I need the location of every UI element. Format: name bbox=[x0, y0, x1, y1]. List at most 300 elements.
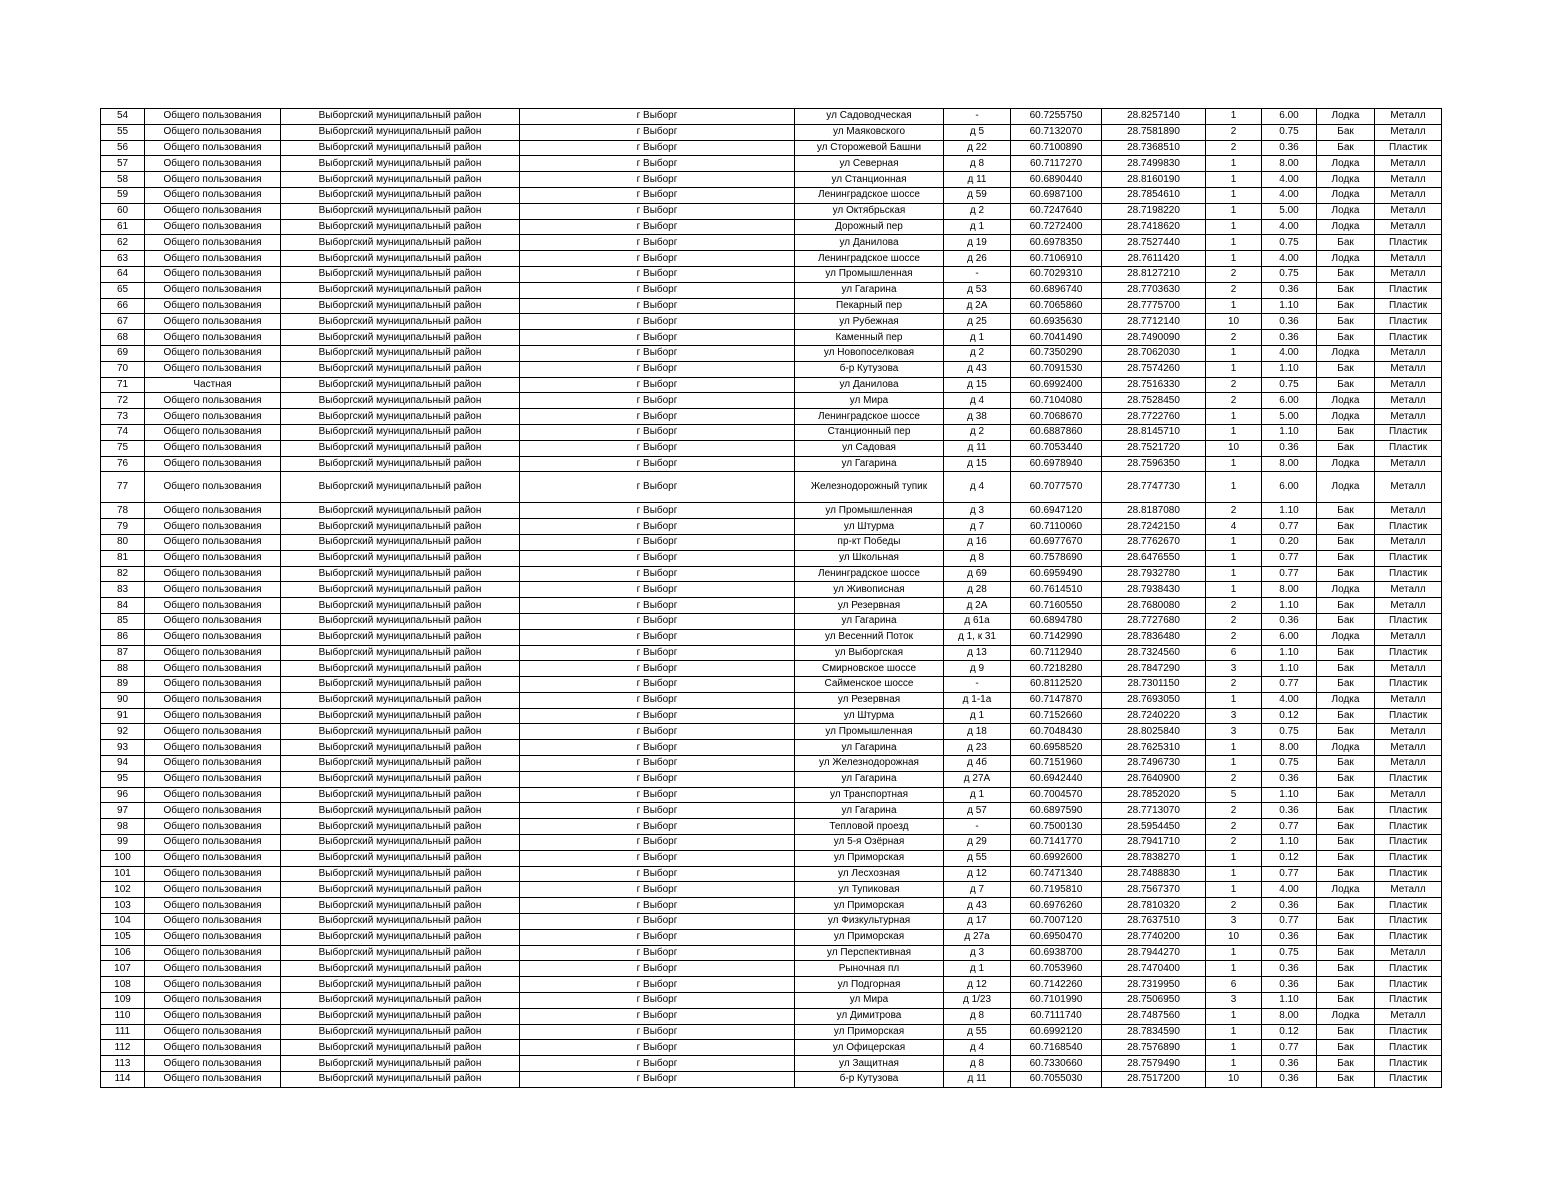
cell-material: Металл bbox=[1375, 456, 1442, 472]
cell-usage-type: Общего пользования bbox=[145, 566, 281, 582]
cell-volume: 0.77 bbox=[1262, 914, 1317, 930]
cell-latitude: 60.7471340 bbox=[1011, 866, 1102, 882]
cell-row-number: 104 bbox=[101, 914, 145, 930]
cell-district: Выборгский муниципальный район bbox=[281, 898, 520, 914]
cell-volume: 0.36 bbox=[1262, 929, 1317, 945]
cell-container-kind: Лодка bbox=[1317, 219, 1375, 235]
cell-district: Выборгский муниципальный район bbox=[281, 803, 520, 819]
cell-latitude: 60.7147870 bbox=[1011, 692, 1102, 708]
cell-street: ул Весенний Поток bbox=[795, 629, 944, 645]
cell-row-number: 107 bbox=[101, 961, 145, 977]
cell-volume: 0.75 bbox=[1262, 945, 1317, 961]
cell-row-number: 101 bbox=[101, 866, 145, 882]
cell-longitude: 28.7470400 bbox=[1102, 961, 1206, 977]
cell-volume: 0.36 bbox=[1262, 314, 1317, 330]
cell-volume: 1.10 bbox=[1262, 661, 1317, 677]
cell-house: д 16 bbox=[944, 534, 1011, 550]
cell-usage-type: Общего пользования bbox=[145, 708, 281, 724]
cell-count: 1 bbox=[1206, 109, 1262, 125]
cell-house: д 1 bbox=[944, 961, 1011, 977]
cell-house: д 19 bbox=[944, 235, 1011, 251]
cell-row-number: 74 bbox=[101, 424, 145, 440]
cell-latitude: 60.7117270 bbox=[1011, 156, 1102, 172]
cell-house: д 4 bbox=[944, 1040, 1011, 1056]
cell-district: Выборгский муниципальный район bbox=[281, 882, 520, 898]
cell-count: 2 bbox=[1206, 124, 1262, 140]
cell-material: Металл bbox=[1375, 409, 1442, 425]
cell-house: д 5 bbox=[944, 124, 1011, 140]
cell-latitude: 60.7048430 bbox=[1011, 724, 1102, 740]
cell-street: ул Димитрова bbox=[795, 1008, 944, 1024]
cell-locality: г Выборг bbox=[520, 613, 795, 629]
cell-street: ул Гагарина bbox=[795, 282, 944, 298]
table-row bbox=[101, 140, 1442, 156]
cell-container-kind: Лодка bbox=[1317, 1008, 1375, 1024]
table-row bbox=[101, 961, 1442, 977]
cell-container-kind: Лодка bbox=[1317, 629, 1375, 645]
table-row bbox=[101, 330, 1442, 346]
cell-longitude: 28.7521720 bbox=[1102, 440, 1206, 456]
cell-row-number: 96 bbox=[101, 787, 145, 803]
cell-row-number: 106 bbox=[101, 945, 145, 961]
table-row bbox=[101, 440, 1442, 456]
cell-count: 2 bbox=[1206, 377, 1262, 393]
cell-count: 1 bbox=[1206, 219, 1262, 235]
cell-latitude: 60.7041490 bbox=[1011, 330, 1102, 346]
cell-container-kind: Бак bbox=[1317, 330, 1375, 346]
cell-latitude: 60.6894780 bbox=[1011, 613, 1102, 629]
cell-district: Выборгский муниципальный район bbox=[281, 1008, 520, 1024]
cell-material: Пластик bbox=[1375, 298, 1442, 314]
cell-district: Выборгский муниципальный район bbox=[281, 266, 520, 282]
cell-count: 1 bbox=[1206, 1024, 1262, 1040]
cell-row-number: 89 bbox=[101, 677, 145, 693]
cell-container-kind: Бак bbox=[1317, 361, 1375, 377]
cell-house: д 7 bbox=[944, 882, 1011, 898]
cell-street: Ленинградское шоссе bbox=[795, 566, 944, 582]
cell-district: Выборгский муниципальный район bbox=[281, 787, 520, 803]
cell-usage-type: Общего пользования bbox=[145, 534, 281, 550]
cell-district: Выборгский муниципальный район bbox=[281, 140, 520, 156]
cell-container-kind: Лодка bbox=[1317, 456, 1375, 472]
cell-house: д 22 bbox=[944, 140, 1011, 156]
cell-house: - bbox=[944, 819, 1011, 835]
table-row bbox=[101, 550, 1442, 566]
cell-count: 2 bbox=[1206, 282, 1262, 298]
cell-container-kind: Лодка bbox=[1317, 393, 1375, 409]
cell-row-number: 112 bbox=[101, 1040, 145, 1056]
table-row bbox=[101, 314, 1442, 330]
cell-latitude: 60.7112940 bbox=[1011, 645, 1102, 661]
cell-material: Пластик bbox=[1375, 440, 1442, 456]
cell-count: 1 bbox=[1206, 1008, 1262, 1024]
cell-row-number: 81 bbox=[101, 550, 145, 566]
cell-container-kind: Лодка bbox=[1317, 882, 1375, 898]
cell-row-number: 85 bbox=[101, 613, 145, 629]
cell-latitude: 60.6992120 bbox=[1011, 1024, 1102, 1040]
cell-material: Пластик bbox=[1375, 993, 1442, 1009]
cell-locality: г Выборг bbox=[520, 440, 795, 456]
table-row bbox=[101, 724, 1442, 740]
cell-usage-type: Частная bbox=[145, 377, 281, 393]
cell-material: Пластик bbox=[1375, 708, 1442, 724]
cell-container-kind: Бак bbox=[1317, 266, 1375, 282]
cell-volume: 0.36 bbox=[1262, 282, 1317, 298]
cell-row-number: 111 bbox=[101, 1024, 145, 1040]
cell-count: 2 bbox=[1206, 266, 1262, 282]
cell-locality: г Выборг bbox=[520, 929, 795, 945]
cell-count: 2 bbox=[1206, 393, 1262, 409]
cell-count: 3 bbox=[1206, 708, 1262, 724]
cell-street: ул Мира bbox=[795, 993, 944, 1009]
cell-row-number: 88 bbox=[101, 661, 145, 677]
cell-longitude: 28.7418620 bbox=[1102, 219, 1206, 235]
cell-count: 10 bbox=[1206, 314, 1262, 330]
cell-house: д 29 bbox=[944, 835, 1011, 851]
table-row bbox=[101, 977, 1442, 993]
cell-locality: г Выборг bbox=[520, 330, 795, 346]
cell-material: Пластик bbox=[1375, 645, 1442, 661]
cell-district: Выборгский муниципальный район bbox=[281, 156, 520, 172]
cell-volume: 4.00 bbox=[1262, 692, 1317, 708]
cell-row-number: 59 bbox=[101, 187, 145, 203]
cell-material: Пластик bbox=[1375, 566, 1442, 582]
cell-longitude: 28.7496730 bbox=[1102, 756, 1206, 772]
table-row bbox=[101, 156, 1442, 172]
cell-latitude: 60.7151960 bbox=[1011, 756, 1102, 772]
cell-volume: 0.77 bbox=[1262, 819, 1317, 835]
cell-district: Выборгский муниципальный район bbox=[281, 566, 520, 582]
cell-street: ул Мира bbox=[795, 393, 944, 409]
cell-usage-type: Общего пользования bbox=[145, 1056, 281, 1072]
cell-usage-type: Общего пользования bbox=[145, 172, 281, 188]
cell-longitude: 28.7324560 bbox=[1102, 645, 1206, 661]
cell-usage-type: Общего пользования bbox=[145, 203, 281, 219]
cell-district: Выборгский муниципальный район bbox=[281, 977, 520, 993]
cell-volume: 0.36 bbox=[1262, 613, 1317, 629]
cell-usage-type: Общего пользования bbox=[145, 314, 281, 330]
cell-material: Пластик bbox=[1375, 850, 1442, 866]
cell-longitude: 28.7527440 bbox=[1102, 235, 1206, 251]
cell-locality: г Выборг bbox=[520, 977, 795, 993]
cell-street: Ленинградское шоссе bbox=[795, 409, 944, 425]
cell-row-number: 61 bbox=[101, 219, 145, 235]
cell-count: 2 bbox=[1206, 598, 1262, 614]
cell-container-kind: Бак bbox=[1317, 1024, 1375, 1040]
table-row bbox=[101, 1072, 1442, 1088]
cell-longitude: 28.7640900 bbox=[1102, 771, 1206, 787]
cell-locality: г Выборг bbox=[520, 645, 795, 661]
cell-usage-type: Общего пользования bbox=[145, 961, 281, 977]
cell-longitude: 28.7762670 bbox=[1102, 534, 1206, 550]
cell-material: Пластик bbox=[1375, 771, 1442, 787]
cell-district: Выборгский муниципальный район bbox=[281, 377, 520, 393]
cell-material: Металл bbox=[1375, 472, 1442, 503]
cell-street: ул Данилова bbox=[795, 377, 944, 393]
cell-house: д 43 bbox=[944, 361, 1011, 377]
cell-count: 1 bbox=[1206, 251, 1262, 267]
cell-street: ул 5-я Озёрная bbox=[795, 835, 944, 851]
cell-row-number: 82 bbox=[101, 566, 145, 582]
cell-usage-type: Общего пользования bbox=[145, 187, 281, 203]
cell-street: ул Гагарина bbox=[795, 456, 944, 472]
cell-volume: 0.36 bbox=[1262, 330, 1317, 346]
cell-row-number: 65 bbox=[101, 282, 145, 298]
cell-container-kind: Бак bbox=[1317, 534, 1375, 550]
cell-container-kind: Лодка bbox=[1317, 251, 1375, 267]
cell-container-kind: Бак bbox=[1317, 519, 1375, 535]
table-row bbox=[101, 1040, 1442, 1056]
cell-district: Выборгский муниципальный район bbox=[281, 298, 520, 314]
cell-count: 3 bbox=[1206, 724, 1262, 740]
cell-street: б-р Кутузова bbox=[795, 361, 944, 377]
cell-container-kind: Бак bbox=[1317, 598, 1375, 614]
cell-usage-type: Общего пользования bbox=[145, 835, 281, 851]
cell-street: ул Северная bbox=[795, 156, 944, 172]
cell-count: 1 bbox=[1206, 756, 1262, 772]
cell-latitude: 60.6976260 bbox=[1011, 898, 1102, 914]
cell-count: 1 bbox=[1206, 187, 1262, 203]
cell-locality: г Выборг bbox=[520, 282, 795, 298]
cell-latitude: 60.6992400 bbox=[1011, 377, 1102, 393]
cell-locality: г Выборг bbox=[520, 756, 795, 772]
cell-count: 10 bbox=[1206, 440, 1262, 456]
cell-district: Выборгский муниципальный район bbox=[281, 677, 520, 693]
cell-material: Пластик bbox=[1375, 977, 1442, 993]
cell-material: Пластик bbox=[1375, 550, 1442, 566]
cell-row-number: 75 bbox=[101, 440, 145, 456]
cell-latitude: 60.6935630 bbox=[1011, 314, 1102, 330]
cell-street: ул Защитная bbox=[795, 1056, 944, 1072]
cell-count: 1 bbox=[1206, 172, 1262, 188]
cell-street: ул Железнодорожная bbox=[795, 756, 944, 772]
table-row bbox=[101, 803, 1442, 819]
cell-house: д 11 bbox=[944, 1072, 1011, 1088]
cell-house: д 2А bbox=[944, 598, 1011, 614]
cell-latitude: 60.7168540 bbox=[1011, 1040, 1102, 1056]
cell-street: ул Новопоселковая bbox=[795, 345, 944, 361]
cell-longitude: 28.7487560 bbox=[1102, 1008, 1206, 1024]
cell-row-number: 95 bbox=[101, 771, 145, 787]
cell-usage-type: Общего пользования bbox=[145, 440, 281, 456]
cell-district: Выборгский муниципальный район bbox=[281, 534, 520, 550]
cell-volume: 0.36 bbox=[1262, 440, 1317, 456]
cell-count: 3 bbox=[1206, 914, 1262, 930]
cell-row-number: 73 bbox=[101, 409, 145, 425]
cell-volume: 8.00 bbox=[1262, 1008, 1317, 1024]
cell-house: д 27а bbox=[944, 929, 1011, 945]
cell-longitude: 28.7506950 bbox=[1102, 993, 1206, 1009]
cell-container-kind: Бак bbox=[1317, 771, 1375, 787]
cell-count: 3 bbox=[1206, 993, 1262, 1009]
cell-container-kind: Бак bbox=[1317, 298, 1375, 314]
cell-material: Металл bbox=[1375, 503, 1442, 519]
cell-latitude: 60.7077570 bbox=[1011, 472, 1102, 503]
cell-row-number: 83 bbox=[101, 582, 145, 598]
cell-volume: 0.75 bbox=[1262, 266, 1317, 282]
cell-longitude: 28.7775700 bbox=[1102, 298, 1206, 314]
cell-material: Металл bbox=[1375, 534, 1442, 550]
cell-locality: г Выборг bbox=[520, 835, 795, 851]
cell-volume: 0.77 bbox=[1262, 550, 1317, 566]
cell-volume: 1.10 bbox=[1262, 993, 1317, 1009]
cell-count: 1 bbox=[1206, 882, 1262, 898]
cell-container-kind: Лодка bbox=[1317, 156, 1375, 172]
cell-latitude: 60.7110060 bbox=[1011, 519, 1102, 535]
cell-district: Выборгский муниципальный район bbox=[281, 109, 520, 125]
cell-house: д 11 bbox=[944, 172, 1011, 188]
cell-material: Пластик bbox=[1375, 819, 1442, 835]
cell-material: Металл bbox=[1375, 1008, 1442, 1024]
cell-usage-type: Общего пользования bbox=[145, 598, 281, 614]
cell-district: Выборгский муниципальный район bbox=[281, 582, 520, 598]
cell-count: 6 bbox=[1206, 977, 1262, 993]
cell-volume: 1.10 bbox=[1262, 503, 1317, 519]
cell-street: ул Сторожевой Башни bbox=[795, 140, 944, 156]
cell-volume: 0.36 bbox=[1262, 771, 1317, 787]
cell-district: Выборгский муниципальный район bbox=[281, 835, 520, 851]
cell-longitude: 28.7301150 bbox=[1102, 677, 1206, 693]
table-row bbox=[101, 203, 1442, 219]
cell-locality: г Выборг bbox=[520, 740, 795, 756]
table-row bbox=[101, 756, 1442, 772]
cell-latitude: 60.7247640 bbox=[1011, 203, 1102, 219]
cell-volume: 0.77 bbox=[1262, 677, 1317, 693]
cell-container-kind: Бак bbox=[1317, 708, 1375, 724]
cell-house: д 25 bbox=[944, 314, 1011, 330]
cell-container-kind: Бак bbox=[1317, 235, 1375, 251]
cell-volume: 0.75 bbox=[1262, 235, 1317, 251]
cell-house: д 13 bbox=[944, 645, 1011, 661]
cell-house: - bbox=[944, 109, 1011, 125]
cell-container-kind: Бак bbox=[1317, 566, 1375, 582]
cell-longitude: 28.7740200 bbox=[1102, 929, 1206, 945]
cell-longitude: 28.8145710 bbox=[1102, 424, 1206, 440]
cell-street: ул Гагарина bbox=[795, 771, 944, 787]
cell-usage-type: Общего пользования bbox=[145, 756, 281, 772]
cell-latitude: 60.7104080 bbox=[1011, 393, 1102, 409]
cell-material: Пластик bbox=[1375, 961, 1442, 977]
cell-container-kind: Бак bbox=[1317, 835, 1375, 851]
table-row bbox=[101, 882, 1442, 898]
cell-usage-type: Общего пользования bbox=[145, 929, 281, 945]
table-body bbox=[101, 109, 1442, 1088]
cell-material: Металл bbox=[1375, 124, 1442, 140]
cell-house: д 8 bbox=[944, 156, 1011, 172]
cell-container-kind: Бак bbox=[1317, 977, 1375, 993]
cell-row-number: 62 bbox=[101, 235, 145, 251]
cell-volume: 8.00 bbox=[1262, 456, 1317, 472]
cell-latitude: 60.6977670 bbox=[1011, 534, 1102, 550]
cell-volume: 0.12 bbox=[1262, 708, 1317, 724]
cell-container-kind: Бак bbox=[1317, 724, 1375, 740]
cell-material: Металл bbox=[1375, 393, 1442, 409]
cell-latitude: 60.7350290 bbox=[1011, 345, 1102, 361]
cell-usage-type: Общего пользования bbox=[145, 629, 281, 645]
table-row bbox=[101, 566, 1442, 582]
cell-row-number: 90 bbox=[101, 692, 145, 708]
cell-row-number: 79 bbox=[101, 519, 145, 535]
cell-container-kind: Лодка bbox=[1317, 582, 1375, 598]
cell-count: 1 bbox=[1206, 866, 1262, 882]
cell-district: Выборгский муниципальный район bbox=[281, 440, 520, 456]
cell-house: д 4 bbox=[944, 393, 1011, 409]
cell-count: 1 bbox=[1206, 582, 1262, 598]
cell-street: ул Лесхозная bbox=[795, 866, 944, 882]
cell-container-kind: Лодка bbox=[1317, 203, 1375, 219]
cell-count: 2 bbox=[1206, 140, 1262, 156]
cell-usage-type: Общего пользования bbox=[145, 251, 281, 267]
cell-latitude: 60.6890440 bbox=[1011, 172, 1102, 188]
cell-volume: 6.00 bbox=[1262, 629, 1317, 645]
cell-volume: 0.12 bbox=[1262, 1024, 1317, 1040]
cell-row-number: 69 bbox=[101, 345, 145, 361]
cell-count: 2 bbox=[1206, 613, 1262, 629]
cell-locality: г Выборг bbox=[520, 124, 795, 140]
cell-district: Выборгский муниципальный район bbox=[281, 771, 520, 787]
cell-house: - bbox=[944, 677, 1011, 693]
cell-latitude: 60.7055030 bbox=[1011, 1072, 1102, 1088]
cell-volume: 8.00 bbox=[1262, 740, 1317, 756]
cell-volume: 0.20 bbox=[1262, 534, 1317, 550]
cell-locality: г Выборг bbox=[520, 235, 795, 251]
cell-house: д 1/23 bbox=[944, 993, 1011, 1009]
cell-volume: 0.36 bbox=[1262, 1056, 1317, 1072]
cell-street: пр-кт Победы bbox=[795, 534, 944, 550]
cell-usage-type: Общего пользования bbox=[145, 472, 281, 503]
cell-longitude: 28.7944270 bbox=[1102, 945, 1206, 961]
cell-container-kind: Бак bbox=[1317, 756, 1375, 772]
cell-house: д 12 bbox=[944, 866, 1011, 882]
table-row bbox=[101, 645, 1442, 661]
cell-material: Пластик bbox=[1375, 866, 1442, 882]
cell-district: Выборгский муниципальный район bbox=[281, 961, 520, 977]
cell-count: 1 bbox=[1206, 456, 1262, 472]
cell-container-kind: Бак bbox=[1317, 803, 1375, 819]
cell-usage-type: Общего пользования bbox=[145, 1072, 281, 1088]
cell-latitude: 60.7065860 bbox=[1011, 298, 1102, 314]
cell-longitude: 28.7516330 bbox=[1102, 377, 1206, 393]
cell-volume: 0.36 bbox=[1262, 977, 1317, 993]
cell-street: ул Станционная bbox=[795, 172, 944, 188]
cell-count: 1 bbox=[1206, 534, 1262, 550]
table-row bbox=[101, 598, 1442, 614]
cell-house: д 3 bbox=[944, 503, 1011, 519]
cell-longitude: 28.7198220 bbox=[1102, 203, 1206, 219]
cell-house: д 8 bbox=[944, 550, 1011, 566]
table-row bbox=[101, 708, 1442, 724]
cell-district: Выборгский муниципальный район bbox=[281, 692, 520, 708]
cell-latitude: 60.7255750 bbox=[1011, 109, 1102, 125]
cell-locality: г Выборг bbox=[520, 692, 795, 708]
cell-container-kind: Бак bbox=[1317, 377, 1375, 393]
table-row bbox=[101, 1008, 1442, 1024]
cell-usage-type: Общего пользования bbox=[145, 819, 281, 835]
cell-latitude: 60.7101990 bbox=[1011, 993, 1102, 1009]
cell-street: ул Данилова bbox=[795, 235, 944, 251]
cell-locality: г Выборг bbox=[520, 1072, 795, 1088]
cell-material: Пластик bbox=[1375, 1072, 1442, 1088]
cell-house: д 4 bbox=[944, 472, 1011, 503]
cell-container-kind: Бак bbox=[1317, 866, 1375, 882]
cell-locality: г Выборг bbox=[520, 534, 795, 550]
cell-material: Пластик bbox=[1375, 1024, 1442, 1040]
cell-row-number: 114 bbox=[101, 1072, 145, 1088]
cell-volume: 4.00 bbox=[1262, 187, 1317, 203]
cell-latitude: 60.7152660 bbox=[1011, 708, 1102, 724]
cell-volume: 5.00 bbox=[1262, 203, 1317, 219]
cell-locality: г Выборг bbox=[520, 898, 795, 914]
